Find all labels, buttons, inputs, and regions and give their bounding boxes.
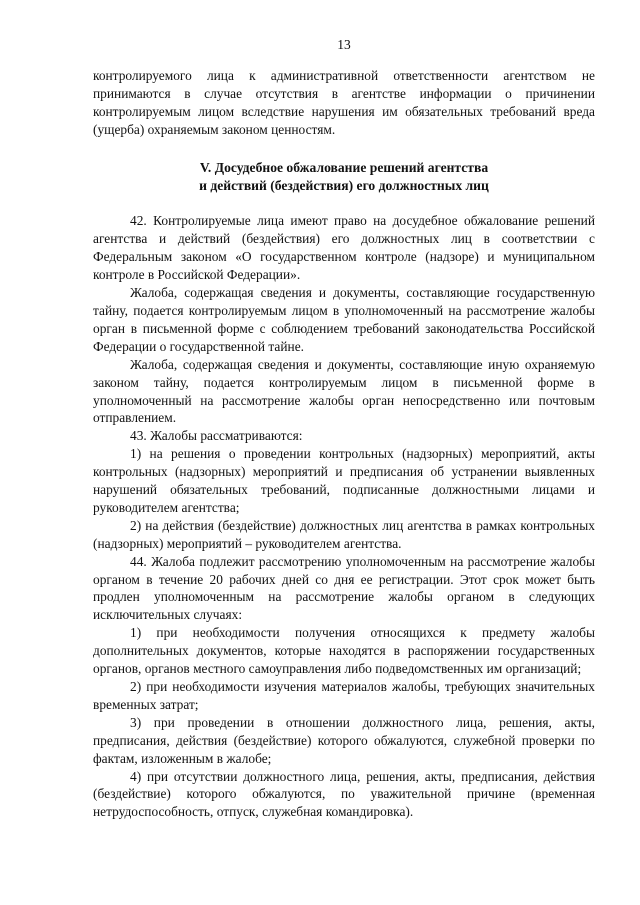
document-body [93,67,595,821]
section-heading-line-2: и действий (бездействия) его должностных лиц [199,177,489,193]
paragraph-44: 44. Жалоба подлежит рассмотрению уполномоченным на рассмотрение жалобы органом в течение 20 рабочих дней со дня ее регистрации. Этот срок может быть продлен уполномоченным на рассмотрение жалобы органом в следующих исключительных случаях: [93,553,595,623]
intro-paragraph: контролируемого лица к административной ответственности агентством не принимаются в случае отсутствия в агентстве информации о причинении контролируемым лицом вследствие нарушения им обязательных требований вреда (ущерба) охраняемым законом ценностям. [93,68,595,137]
section-heading [93,159,595,195]
paragraph-44-item-3: 3) при проведении в отношении должностного лица, решения, акты, предписания, действия (бездействие) которого обжалуются, служебной проверки по фактам, изложенным в жалобе; [93,714,595,766]
page-number: 13 [337,37,351,52]
paragraph-42: 42. Контролируемые лица имеют право на досудебное обжалование решений агентства и действий (бездействия) его должностных лиц в соответствии с Федеральным законом «О государственном контроле (надзоре) и муниципальном контроле в Российской Федерации». [93,213,595,283]
paragraph-other-secret: Жалоба, содержащая сведения и документы, составляющие иную охраняемую законом тайну, подается контролируемым лицом в письменной форме в уполномоченный на рассмотрение жалобы орган непосредственно или почтовым отправлением. [93,356,595,426]
paragraph-43-item-1: 1) на решения о проведении контрольных (надзорных) мероприятий, акты контрольных (надзорных) мероприятий и предписания об устранении выявленных нарушений обязательных требований, подписанные должностными лицами и руководителем агентства; [93,446,595,515]
paragraph-44-item-2: 2) при необходимости изучения материалов жалобы, требующих значительных временных затрат; [93,679,595,712]
paragraph-44-item-1: 1) при необходимости получения относящихся к предмету жалобы дополнительных документов, которые находятся в распоряжении государственных органов, органов местного самоуправления либо подведомственных им организаций; [93,625,595,677]
section-heading-line-1: V. Досудебное обжалование решений агентства [199,159,489,175]
paragraph-state-secret: Жалоба, содержащая сведения и документы, составляющие государственную тайну, подается контролируемым лицом в уполномоченный на рассмотрение жалобы орган в письменной форме с соблюдением требований законодательства Российской Федерации о государственной тайне. [93,285,595,354]
paragraph-44-item-4: 4) при отсутствии должностного лица, решения, акты, предписания, действия (бездействие) которого обжалуются, по уважительной причине (временная нетрудоспособность, отпуск, служебная командировка). [93,768,595,820]
paragraph-43-item-2: 2) на действия (бездействие) должностных лиц агентства в рамках контрольных (надзорных) мероприятий – руководителем агентства. [93,517,595,551]
paragraph-43: 43. Жалобы рассматриваются: [130,428,303,444]
